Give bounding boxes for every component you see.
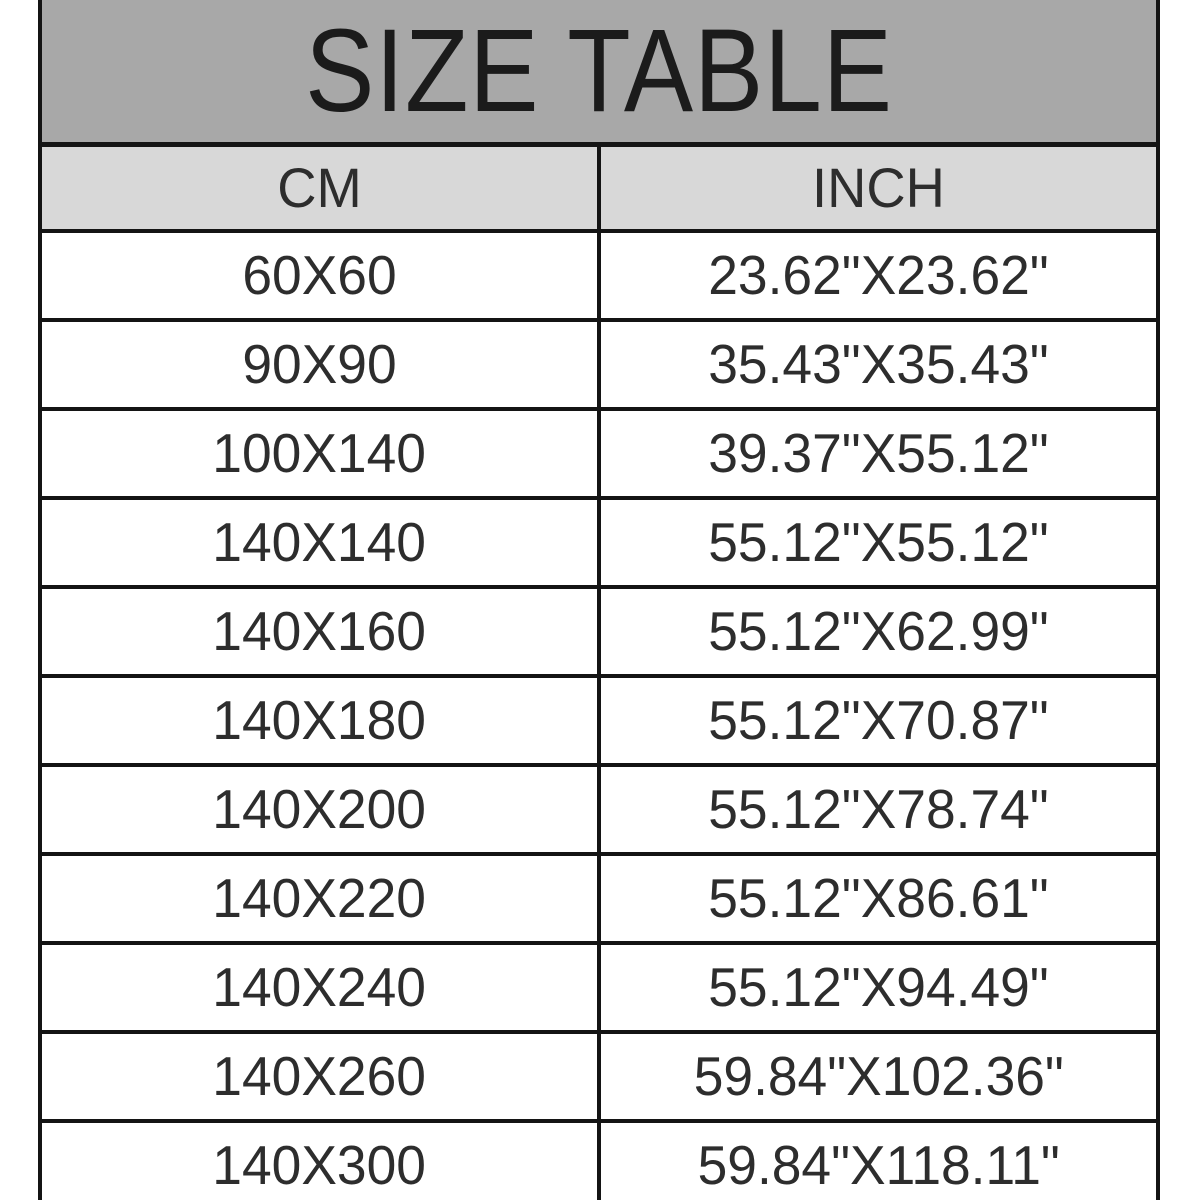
cell-inch-value: 59.84"X102.36" — [693, 1045, 1064, 1107]
cell-cm-value: 100X140 — [212, 422, 427, 484]
table-row — [42, 941, 1156, 1030]
cell-cm-value: 140X240 — [212, 956, 427, 1018]
header-cell-inch — [597, 147, 1156, 229]
table-row — [42, 1119, 1156, 1200]
cell-inch — [597, 945, 1156, 1030]
cell-cm — [42, 856, 597, 941]
cell-cm — [42, 411, 597, 496]
cell-inch — [597, 411, 1156, 496]
cell-inch-value: 55.12"X55.12" — [708, 511, 1049, 573]
cell-inch-value: 55.12"X62.99" — [708, 600, 1049, 662]
table-row — [42, 496, 1156, 585]
cell-cm — [42, 322, 597, 407]
cell-cm — [42, 589, 597, 674]
table-row — [42, 674, 1156, 763]
cell-cm-value: 140X220 — [212, 867, 427, 929]
cell-inch — [597, 678, 1156, 763]
table-row — [42, 852, 1156, 941]
cell-cm-value: 140X160 — [212, 600, 427, 662]
cell-cm-value: 60X60 — [242, 244, 397, 306]
header-label-inch: INCH — [812, 156, 945, 219]
table-header-row — [42, 142, 1156, 229]
table-body — [42, 229, 1156, 1200]
table-row — [42, 318, 1156, 407]
cell-inch — [597, 322, 1156, 407]
cell-inch — [597, 589, 1156, 674]
table-row — [42, 407, 1156, 496]
cell-inch-value: 35.43"X35.43" — [708, 333, 1049, 395]
table-row — [42, 585, 1156, 674]
cell-inch — [597, 767, 1156, 852]
cell-inch — [597, 233, 1156, 318]
header-cell-cm — [42, 147, 597, 229]
cell-inch-value: 23.62"X23.62" — [708, 244, 1049, 306]
cell-inch — [597, 1034, 1156, 1119]
cell-inch — [597, 1123, 1156, 1200]
table-row — [42, 1030, 1156, 1119]
cell-inch-value: 55.12"X86.61" — [708, 867, 1049, 929]
cell-cm — [42, 233, 597, 318]
cell-cm-value: 90X90 — [242, 333, 397, 395]
cell-cm-value: 140X140 — [212, 511, 427, 573]
header-label-cm: CM — [277, 156, 362, 219]
cell-cm-value: 140X180 — [212, 689, 427, 751]
size-table-banner — [42, 0, 1156, 142]
table-row — [42, 763, 1156, 852]
cell-cm-value: 140X200 — [212, 778, 427, 840]
cell-cm — [42, 767, 597, 852]
cell-cm — [42, 500, 597, 585]
size-table — [38, 0, 1160, 1200]
cell-cm-value: 140X300 — [212, 1134, 427, 1196]
cell-inch-value: 55.12"X94.49" — [708, 956, 1049, 1018]
cell-inch-value: 55.12"X78.74" — [708, 778, 1049, 840]
cell-inch-value: 59.84"X118.11" — [697, 1134, 1060, 1196]
cell-inch-value: 39.37"X55.12" — [708, 422, 1049, 484]
cell-inch — [597, 500, 1156, 585]
cell-cm-value: 140X260 — [212, 1045, 427, 1107]
cell-cm — [42, 945, 597, 1030]
size-table-title: SIZE TABLE — [305, 5, 893, 137]
cell-cm — [42, 1123, 597, 1200]
cell-inch — [597, 856, 1156, 941]
cell-cm — [42, 678, 597, 763]
table-row — [42, 229, 1156, 318]
cell-cm — [42, 1034, 597, 1119]
cell-inch-value: 55.12"X70.87" — [708, 689, 1049, 751]
